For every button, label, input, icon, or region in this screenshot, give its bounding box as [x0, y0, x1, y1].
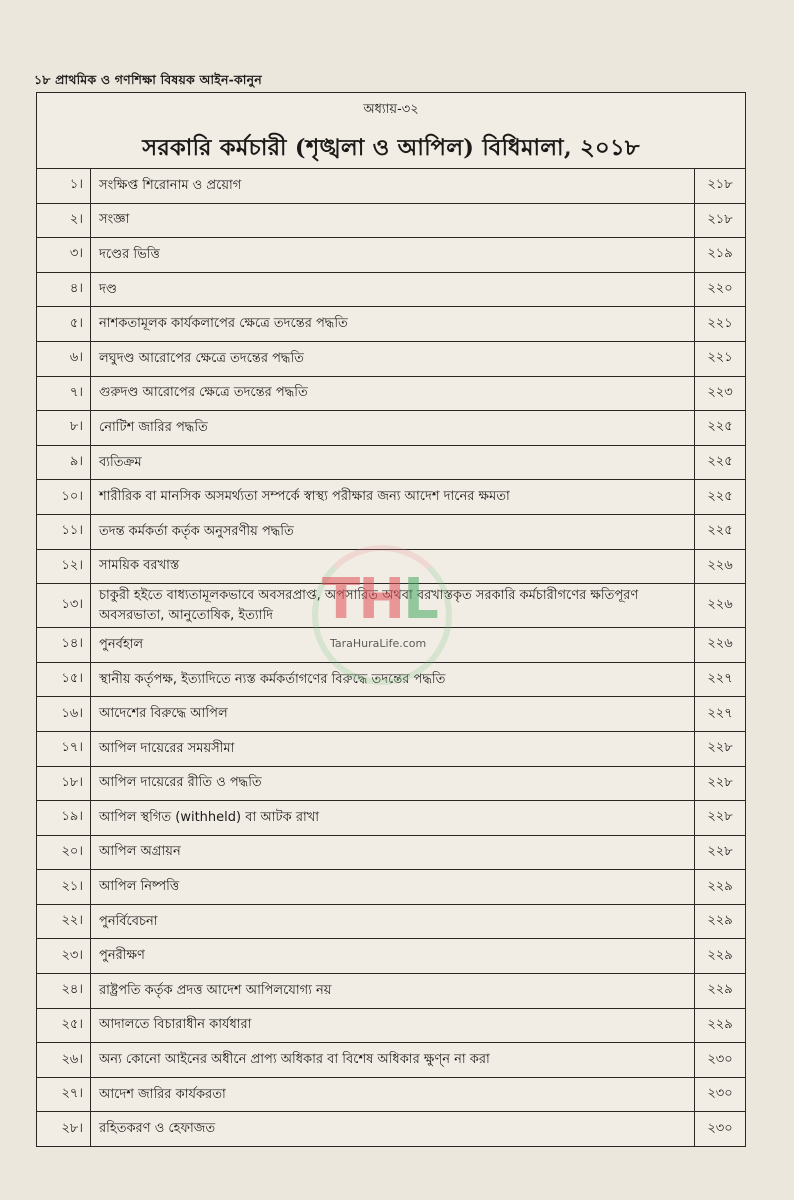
toc-row — [37, 549, 746, 584]
toc-text: রহিতকরণ ও হেফাজত — [91, 1112, 695, 1147]
toc-number: ২১। — [37, 870, 91, 905]
toc-text: চাকুরী হইতে বাধ্যতামূলকভাবে অবসরপ্রাপ্ত, অপসারিত অথবা বরখাস্তকৃত সরকারি কর্মচারীগণের ক্ষতিপূরণ অবসরভাতা, আনুতোষিক, ইত্যাদি — [91, 584, 695, 628]
toc-text: নোটিশ জারির পদ্ধতি — [91, 411, 695, 446]
toc-page: ২২৫ — [695, 411, 746, 446]
toc-page: ২২৯ — [695, 939, 746, 974]
toc-page: ২২৬ — [695, 584, 746, 628]
toc-number: ৮। — [37, 411, 91, 446]
toc-page: ২১৯ — [695, 238, 746, 273]
toc-page: ২২০ — [695, 272, 746, 307]
chapter-title: সরকারি কর্মচারী (শৃঙ্খলা ও আপিল) বিধিমালা, ২০১৮ — [142, 135, 640, 161]
toc-row — [37, 662, 746, 697]
toc-text: পুনরীক্ষণ — [91, 939, 695, 974]
toc-number: ২৭। — [37, 1077, 91, 1112]
toc-number: ৯। — [37, 445, 91, 480]
toc-number: ৭। — [37, 376, 91, 411]
toc-row — [37, 514, 746, 549]
toc-number: ১৮। — [37, 766, 91, 801]
toc-text: আদেশের বিরুদ্ধে আপিল — [91, 697, 695, 732]
toc-number: ৬। — [37, 341, 91, 376]
toc-number: ১৯। — [37, 801, 91, 836]
toc-row — [37, 870, 746, 905]
toc-text: ব্যতিক্রম — [91, 445, 695, 480]
toc-text: আপিল নিষ্পত্তি — [91, 870, 695, 905]
toc-text: তদন্ত কর্মকর্তা কর্তৃক অনুসরণীয় পদ্ধতি — [91, 514, 695, 549]
toc-text: পুনর্বিবেচনা — [91, 904, 695, 939]
toc-page: ২১৮ — [695, 169, 746, 204]
chapter-label: অধ্যায়-৩২ — [363, 102, 419, 117]
toc-row — [37, 697, 746, 732]
toc-number: ২৮। — [37, 1112, 91, 1147]
toc-page: ২৩০ — [695, 1077, 746, 1112]
toc-text: সাময়িক বরখাস্ত — [91, 549, 695, 584]
toc-page: ২২৯ — [695, 904, 746, 939]
toc-number: ১৬। — [37, 697, 91, 732]
toc-row — [37, 203, 746, 238]
toc-row — [37, 272, 746, 307]
toc-number: ১৭। — [37, 731, 91, 766]
toc-number: ২। — [37, 203, 91, 238]
toc-row — [37, 939, 746, 974]
toc-text: সংক্ষিপ্ত শিরোনাম ও প্রয়োগ — [91, 169, 695, 204]
toc-number: ২৩। — [37, 939, 91, 974]
toc-page: ২২৮ — [695, 731, 746, 766]
toc-text: অন্য কোনো আইনের অধীনে প্রাপ্য অধিকার বা বিশেষ অধিকার ক্ষুণ্ন না করা — [91, 1043, 695, 1078]
toc-page: ২২১ — [695, 307, 746, 342]
toc-row — [37, 904, 746, 939]
toc-row — [37, 307, 746, 342]
toc-page: ২৩০ — [695, 1043, 746, 1078]
toc-row — [37, 341, 746, 376]
toc-page: ২২৫ — [695, 480, 746, 515]
table-of-contents — [36, 92, 746, 1147]
toc-page: ২২৯ — [695, 870, 746, 905]
watermark-site: TaraHuraLife.com — [330, 637, 427, 650]
toc-text: সংজ্ঞা — [91, 203, 695, 238]
toc-row — [37, 1043, 746, 1078]
toc-number: ২০। — [37, 835, 91, 870]
toc-number: ২৬। — [37, 1043, 91, 1078]
toc-text: আপিল দায়েরের রীতি ও পদ্ধতি — [91, 766, 695, 801]
toc-row — [37, 445, 746, 480]
toc-text: আদালতে বিচারাধীন কার্যধারা — [91, 1008, 695, 1043]
toc-number: ২৫। — [37, 1008, 91, 1043]
toc-row — [37, 1112, 746, 1147]
toc-page: ২২১ — [695, 341, 746, 376]
toc-page: ২২৫ — [695, 445, 746, 480]
watermark-logo-right: L — [403, 567, 437, 632]
toc-page: ২২৭ — [695, 662, 746, 697]
chapter-heading-cell — [37, 93, 746, 169]
toc-number: ২৪। — [37, 974, 91, 1009]
toc-number: ৩। — [37, 238, 91, 273]
toc-row — [37, 411, 746, 446]
toc-number: ৫। — [37, 307, 91, 342]
toc-row — [37, 376, 746, 411]
toc-row — [37, 169, 746, 204]
toc-row — [37, 238, 746, 273]
toc-row — [37, 835, 746, 870]
toc-page: ২২৮ — [695, 801, 746, 836]
toc-page: ২২৬ — [695, 549, 746, 584]
toc-page: ২২৩ — [695, 376, 746, 411]
toc-text: পুনর্বহাল — [91, 628, 695, 663]
toc-number: ১১। — [37, 514, 91, 549]
toc-page: ২২৯ — [695, 974, 746, 1009]
toc-number: ১২। — [37, 549, 91, 584]
watermark-logo-left: TH — [322, 567, 404, 632]
toc-text: শারীরিক বা মানসিক অসমর্থ্যতা সম্পর্কে স্বাস্থ্য পরীক্ষার জন্য আদেশ দানের ক্ষমতা — [91, 480, 695, 515]
toc-page: ২২৯ — [695, 1008, 746, 1043]
toc-text: আদেশ জারির কার্যকরতা — [91, 1077, 695, 1112]
toc-text: আপিল দায়েরের সময়সীমা — [91, 731, 695, 766]
toc-text: স্থানীয় কর্তৃপক্ষ, ইত্যাদিতে ন্যস্ত কর্মকর্তাগণের বিরুদ্ধে তদন্তের পদ্ধতি — [91, 662, 695, 697]
toc-number: ১৪। — [37, 628, 91, 663]
chapter-heading-row — [37, 93, 746, 169]
toc-row — [37, 1077, 746, 1112]
toc-text: দণ্ডের ভিত্তি — [91, 238, 695, 273]
toc-page: ২২৬ — [695, 628, 746, 663]
toc-row — [37, 480, 746, 515]
running-header: ১৮ প্রাথমিক ও গণশিক্ষা বিষয়ক আইন-কানুন — [34, 72, 262, 87]
toc-row — [37, 801, 746, 836]
toc-text: লঘুদণ্ড আরোপের ক্ষেত্রে তদন্তের পদ্ধতি — [91, 341, 695, 376]
toc-number: ১৩। — [37, 584, 91, 628]
toc-page: ২২৮ — [695, 766, 746, 801]
toc-row — [37, 1008, 746, 1043]
toc-number: ২২। — [37, 904, 91, 939]
toc-number: ১০। — [37, 480, 91, 515]
toc-row — [37, 766, 746, 801]
toc-text: রাষ্ট্রপতি কর্তৃক প্রদত্ত আদেশ আপিলযোগ্য নয় — [91, 974, 695, 1009]
toc-number: ৪। — [37, 272, 91, 307]
toc-text: নাশকতামূলক কার্যকলাপের ক্ষেত্রে তদন্তের পদ্ধতি — [91, 307, 695, 342]
toc-page: ২২৭ — [695, 697, 746, 732]
toc-row — [37, 584, 746, 628]
toc-number: ১। — [37, 169, 91, 204]
toc-page: ২২৫ — [695, 514, 746, 549]
toc-text: দণ্ড — [91, 272, 695, 307]
toc-row — [37, 628, 746, 663]
toc-row — [37, 731, 746, 766]
toc-text: আপিল অগ্রায়ন — [91, 835, 695, 870]
toc-row — [37, 974, 746, 1009]
toc-text: আপিল স্থগিত (withheld) বা আটক রাখা — [91, 801, 695, 836]
toc-page: ২২৮ — [695, 835, 746, 870]
toc-text: গুরুদণ্ড আরোপের ক্ষেত্রে তদন্তের পদ্ধতি — [91, 376, 695, 411]
toc-page: ২১৮ — [695, 203, 746, 238]
toc-number: ১৫। — [37, 662, 91, 697]
toc-page: ২৩০ — [695, 1112, 746, 1147]
